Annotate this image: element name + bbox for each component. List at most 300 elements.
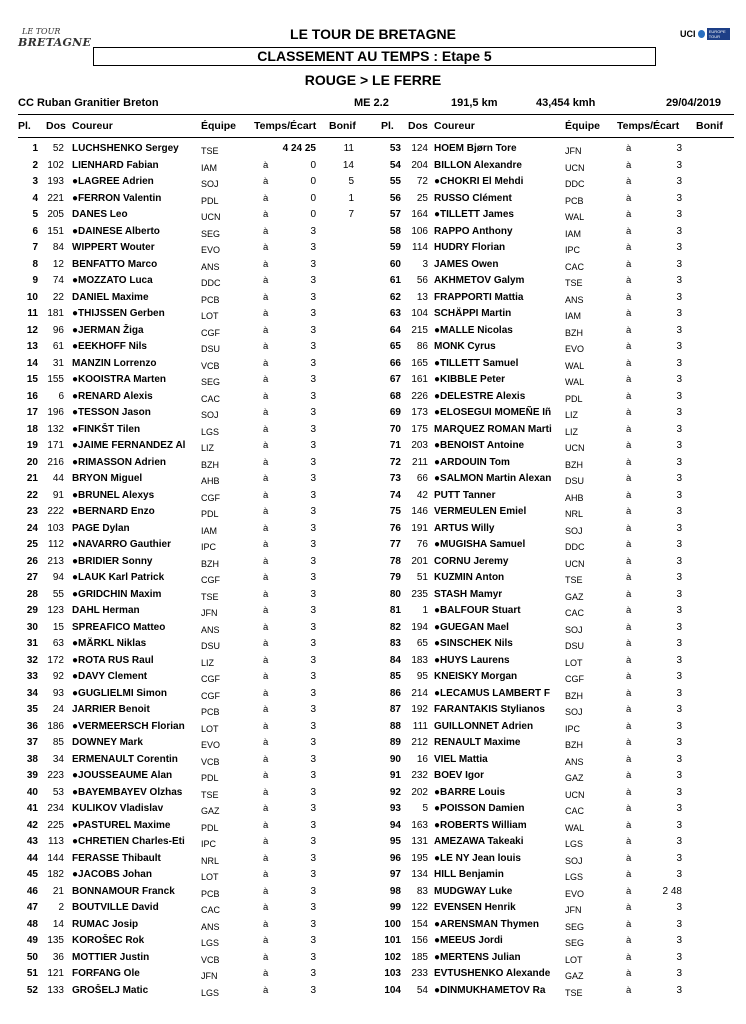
rider-name: DAHL Herman	[72, 605, 140, 616]
rider-name: ●SALMON Martin Alexan	[434, 473, 552, 484]
time-gap: 3	[676, 737, 682, 748]
rank: 96	[389, 852, 401, 864]
rider-name: EVENSEN Henrik	[434, 902, 516, 913]
rider-name: HOEM Bjørn Tore	[434, 143, 517, 154]
table-row	[0, 654, 746, 670]
rider-name: MUDGWAY Luke	[434, 885, 513, 897]
gap-prefix: à	[626, 242, 632, 253]
team-code: EVO	[201, 740, 221, 750]
bib-number: 53	[52, 786, 64, 798]
gap-prefix: à	[626, 440, 632, 451]
table-row	[0, 175, 746, 191]
team-code: SOJ	[201, 410, 219, 420]
bib-number: 213	[47, 555, 64, 567]
rank: 83	[389, 638, 401, 649]
rider-name: ●LAUK Karl Patrick	[72, 572, 165, 583]
rider-name: ●CHOKRI El Mehdi	[434, 176, 524, 187]
logo-line-1: LE TOUR	[22, 27, 61, 36]
team-code: PDL	[201, 773, 219, 783]
rank: 57	[389, 209, 401, 220]
table-row	[0, 901, 746, 917]
team-code: DSU	[201, 641, 221, 651]
team-code: IPC	[201, 542, 217, 552]
gap-prefix: à	[626, 786, 632, 798]
gap-prefix: à	[626, 506, 632, 517]
rank: 101	[384, 935, 401, 946]
rider-name: ●KOOISTRA Marten	[72, 374, 167, 385]
col-time-right: Temps/Écart	[617, 120, 680, 132]
team-code: CGF	[201, 674, 220, 684]
bonus-seconds: 11	[343, 143, 354, 154]
team-code: SEG	[201, 377, 221, 387]
time-gap: 3	[676, 869, 682, 880]
team-code: PDL	[201, 195, 219, 206]
bib-number: 104	[411, 308, 428, 319]
rider-name: ●TESSON Jason	[72, 407, 151, 418]
rank: 5	[32, 209, 38, 220]
rank: 63	[389, 308, 401, 319]
bib-number: 93	[52, 687, 64, 699]
time-gap: 3	[310, 918, 316, 930]
rank: 33	[26, 671, 38, 682]
table-row	[0, 340, 746, 356]
rank: 71	[389, 440, 401, 451]
gap-prefix: à	[263, 654, 269, 666]
bib-number: 92	[52, 671, 64, 682]
team-code: PDL	[565, 393, 583, 404]
team-code: DSU	[565, 476, 585, 486]
rank: 53	[389, 143, 401, 154]
team-code: WAL	[565, 377, 585, 387]
rank: 28	[26, 588, 38, 600]
bib-number: 13	[416, 291, 428, 303]
rider-name: ●DINMUKHAMETOV Ra	[434, 984, 546, 996]
rider-name: BOEV Igor	[434, 770, 485, 781]
gap-prefix: à	[263, 242, 269, 253]
time-gap: 3	[676, 489, 682, 501]
time-gap: 3	[310, 638, 316, 649]
table-row	[0, 819, 746, 835]
rank: 52	[26, 984, 38, 996]
gap-prefix: à	[263, 324, 269, 336]
rank: 62	[389, 291, 401, 303]
gap-prefix: à	[626, 869, 632, 880]
time-gap: 3	[310, 770, 316, 781]
team-code: LIZ	[201, 443, 215, 453]
table-row	[0, 505, 746, 521]
rank: 38	[26, 753, 38, 765]
team-code: PDL	[201, 822, 219, 833]
bib-number: 233	[411, 968, 428, 979]
time-gap: 3	[676, 324, 682, 336]
time-gap: 3	[676, 704, 682, 715]
time-gap: 3	[676, 671, 682, 682]
gap-prefix: à	[263, 687, 269, 699]
table-row	[0, 159, 746, 175]
rider-name: ●EEKHOFF Nils	[72, 341, 147, 352]
team-code: LOT	[565, 954, 583, 965]
time-gap: 3	[310, 902, 316, 913]
rank: 87	[389, 704, 401, 715]
gap-prefix: à	[263, 588, 269, 600]
gap-prefix: à	[626, 753, 632, 765]
team-code: LOT	[201, 311, 219, 321]
gap-prefix: à	[263, 473, 269, 484]
uci-badge: EUROPE TOUR	[707, 28, 730, 40]
table-row	[0, 456, 746, 472]
gap-prefix: à	[263, 803, 269, 814]
rank: 17	[26, 407, 38, 418]
table-row	[0, 258, 746, 274]
bib-number: 201	[411, 555, 428, 567]
team-code: JFN	[565, 905, 582, 915]
rider-name: CORNU Jeremy	[434, 555, 509, 567]
time-gap: 3	[310, 324, 316, 336]
team-code: SEG	[565, 921, 585, 932]
time-gap: 3	[676, 803, 682, 814]
rank: 72	[389, 456, 401, 468]
bib-number: 121	[47, 968, 64, 979]
gap-prefix: à	[263, 539, 269, 550]
team-code: IAM	[201, 525, 218, 536]
rider-name: ●RENARD Alexis	[72, 390, 153, 402]
table-row	[0, 439, 746, 455]
table-row	[0, 390, 746, 406]
gap-prefix: à	[263, 159, 269, 171]
gap-prefix: à	[263, 275, 269, 286]
time-gap: 3	[310, 522, 316, 534]
rider-name: ●MOZZATO Luca	[72, 275, 153, 286]
gap-prefix: à	[263, 852, 269, 864]
bib-number: 226	[411, 390, 428, 402]
rider-name: ●BARRE Louis	[434, 786, 506, 798]
rank: 15	[26, 374, 38, 385]
bib-number: 151	[47, 225, 64, 237]
time-gap: 3	[676, 819, 682, 831]
table-row	[0, 621, 746, 637]
team-code: IAM	[565, 311, 582, 321]
gap-prefix: à	[263, 390, 269, 402]
team-code: TSE	[201, 789, 219, 800]
time-gap: 0	[310, 176, 316, 187]
bib-number: 223	[47, 770, 64, 781]
team-code: VCB	[201, 954, 220, 965]
time-gap: 3	[310, 984, 316, 996]
gap-prefix: à	[263, 918, 269, 930]
col-rider-right: Coureur	[434, 120, 475, 132]
bib-number: 161	[411, 374, 428, 385]
bib-number: 76	[416, 539, 428, 550]
bonus-seconds: 5	[348, 176, 354, 187]
time-gap: 3	[310, 951, 316, 963]
time-gap: 0	[310, 159, 316, 171]
time-gap: 3	[310, 786, 316, 798]
table-row	[0, 357, 746, 373]
rider-name: ●ELOSEGUI MOMEÑE Iñ	[434, 407, 552, 418]
gap-prefix: à	[626, 902, 632, 913]
team-code: IAM	[201, 162, 218, 173]
bib-number: 51	[416, 572, 428, 583]
gap-prefix: à	[626, 473, 632, 484]
team-code: ANS	[565, 294, 584, 305]
time-gap: 3	[310, 489, 316, 501]
team-code: TSE	[565, 575, 583, 585]
rider-name: ●ROTA RUS Raul	[72, 654, 154, 666]
time-gap: 4 24 25	[282, 143, 316, 154]
time-gap: 3	[310, 390, 316, 402]
rank: 49	[26, 935, 38, 946]
team-code: TSE	[201, 146, 219, 156]
gap-prefix: à	[263, 341, 269, 352]
gap-prefix: à	[263, 902, 269, 913]
time-gap: 3	[676, 654, 682, 666]
gap-prefix: à	[263, 704, 269, 715]
gap-prefix: à	[263, 737, 269, 748]
rank: 31	[26, 638, 38, 649]
rider-name: FERASSE Thibault	[72, 852, 161, 864]
time-gap: 3	[676, 159, 682, 171]
rank: 21	[26, 473, 38, 484]
gap-prefix: à	[263, 192, 269, 204]
team-code: SOJ	[201, 179, 219, 189]
divider-header	[18, 137, 734, 138]
time-gap: 3	[310, 819, 316, 831]
rank: 23	[26, 506, 38, 517]
time-gap: 3	[676, 605, 682, 616]
bib-number: 232	[411, 770, 428, 781]
rider-name: ●GUGLIELMI Simon	[72, 687, 167, 699]
rank: 74	[389, 489, 401, 501]
rider-name: ●FINKŠT Tilen	[72, 423, 141, 435]
bib-number: 133	[47, 984, 64, 996]
time-gap: 3	[310, 242, 316, 253]
gap-prefix: à	[263, 407, 269, 418]
rider-name: VERMEULEN Emiel	[434, 506, 527, 517]
team-code: LGS	[201, 938, 220, 948]
bib-number: 195	[411, 852, 428, 864]
rider-name: MOTTIER Justin	[72, 951, 150, 963]
team-code: LGS	[201, 426, 220, 437]
team-code: LGS	[201, 987, 220, 998]
table-row	[0, 670, 746, 686]
rider-name: BENFATTO Marco	[72, 258, 158, 270]
rank: 93	[389, 803, 401, 814]
bib-number: 146	[411, 506, 428, 517]
gap-prefix: à	[263, 258, 269, 270]
rider-name: LUCHSHENKO Sergey	[72, 143, 179, 154]
rank: 6	[32, 225, 38, 237]
bib-number: 103	[47, 522, 64, 534]
table-row	[0, 769, 746, 785]
team-code: PDL	[201, 509, 219, 519]
rank: 44	[26, 852, 38, 864]
rank: 70	[389, 423, 401, 435]
rank: 92	[389, 786, 401, 798]
rider-name: VIEL Mattia	[434, 753, 488, 765]
gap-prefix: à	[263, 522, 269, 534]
rank: 9	[32, 275, 38, 286]
time-gap: 3	[676, 687, 682, 699]
time-gap: 3	[310, 539, 316, 550]
table-row	[0, 208, 746, 224]
team-code: WAL	[565, 360, 585, 371]
gap-prefix: à	[626, 324, 632, 336]
gap-prefix: à	[626, 539, 632, 550]
rank: 14	[26, 357, 38, 369]
gap-prefix: à	[626, 588, 632, 600]
gap-prefix: à	[263, 638, 269, 649]
gap-prefix: à	[626, 720, 632, 732]
rank: 80	[389, 588, 401, 600]
gap-prefix: à	[626, 836, 632, 847]
bib-number: 12	[52, 258, 64, 270]
col-team-right: Équipe	[565, 120, 601, 132]
col-dos-right: Dos	[408, 120, 428, 132]
rider-name: KNEISKY Morgan	[434, 671, 518, 682]
time-gap: 3	[676, 242, 682, 253]
gap-prefix: à	[626, 209, 632, 220]
gap-prefix: à	[626, 819, 632, 831]
time-gap: 3	[676, 968, 682, 979]
rank: 54	[389, 159, 401, 171]
bib-number: 215	[411, 324, 428, 336]
team-code: IPC	[201, 839, 217, 849]
bib-number: 56	[416, 275, 428, 286]
time-gap: 3	[676, 621, 682, 633]
table-row	[0, 571, 746, 587]
table-row	[0, 753, 746, 769]
time-gap: 3	[310, 423, 316, 435]
rider-name: JARRIER Benoit	[72, 704, 150, 715]
time-gap: 3	[310, 654, 316, 666]
rider-name: GUILLONNET Adrien	[434, 720, 534, 732]
team-code: LGS	[565, 839, 584, 849]
table-row	[0, 736, 746, 752]
gap-prefix: à	[626, 803, 632, 814]
team-code: TSE	[565, 987, 583, 998]
time-gap: 3	[676, 638, 682, 649]
rank: 67	[389, 374, 401, 385]
gap-prefix: à	[626, 423, 632, 435]
time-gap: 3	[676, 918, 682, 930]
gap-prefix: à	[626, 374, 632, 385]
rider-name: FORFANG Ole	[72, 968, 140, 979]
bib-number: 95	[416, 671, 428, 682]
rank: 82	[389, 621, 401, 633]
gap-prefix: à	[626, 308, 632, 319]
table-row	[0, 852, 746, 868]
bib-number: 202	[411, 786, 428, 798]
rider-name: ●SINSCHEK Nils	[434, 638, 513, 649]
rank: 24	[26, 522, 38, 534]
rank: 103	[384, 968, 401, 979]
team-code: ANS	[201, 624, 220, 635]
bib-number: 61	[52, 341, 64, 352]
gap-prefix: à	[626, 390, 632, 402]
col-pl-right: Pl.	[381, 120, 394, 132]
bib-number: 85	[52, 737, 64, 748]
rank: 29	[26, 605, 38, 616]
rank: 58	[389, 225, 401, 237]
bib-number: 42	[416, 489, 428, 501]
team-code: PCB	[201, 294, 220, 305]
rank: 91	[389, 770, 401, 781]
gap-prefix: à	[626, 704, 632, 715]
table-row	[0, 192, 746, 208]
rider-name: ●RIMASSON Adrien	[72, 456, 167, 468]
bib-number: 112	[48, 539, 64, 550]
time-gap: 3	[676, 456, 682, 468]
gap-prefix: à	[263, 308, 269, 319]
rank: 1	[32, 143, 38, 154]
rider-name: MANZIN Lorrenzo	[72, 357, 157, 369]
col-bonif-right: Bonif	[696, 120, 723, 132]
table-row	[0, 274, 746, 290]
bib-number: 84	[52, 242, 64, 253]
table-row	[0, 687, 746, 703]
stage-route: ROUGE > LE FERRE	[304, 72, 442, 88]
time-gap: 3	[676, 390, 682, 402]
bib-number: 36	[52, 951, 64, 963]
bib-number: 2	[58, 902, 64, 913]
table-row	[0, 522, 746, 538]
rank: 40	[26, 786, 38, 798]
bib-number: 172	[47, 654, 64, 666]
gap-prefix: à	[263, 885, 269, 897]
rider-name: ●TILLETT Samuel	[434, 357, 519, 369]
time-gap: 0	[310, 192, 316, 204]
rank: 100	[384, 918, 401, 930]
rank: 47	[26, 902, 38, 913]
time-gap: 2 48	[662, 885, 682, 897]
team-code: EVO	[565, 888, 585, 899]
rank: 102	[384, 951, 401, 963]
team-code: EVO	[201, 245, 221, 255]
gap-prefix: à	[626, 654, 632, 666]
rider-name: ●JOUSSEAUME Alan	[72, 770, 173, 781]
gap-prefix: à	[263, 374, 269, 385]
table-row	[0, 291, 746, 307]
rank: 104	[384, 984, 401, 996]
team-code: UCN	[565, 558, 585, 569]
bib-number: 52	[52, 143, 64, 154]
rider-name: HILL Benjamin	[434, 869, 504, 880]
rider-name: ●LE NY Jean louis	[434, 852, 521, 864]
table-row	[0, 588, 746, 604]
rank: 81	[389, 605, 401, 616]
rider-name: ●HUYS Laurens	[434, 654, 510, 666]
rider-name: EVTUSHENKO Alexande	[434, 968, 551, 979]
gap-prefix: à	[626, 852, 632, 864]
table-row	[0, 967, 746, 983]
table-row	[0, 720, 746, 736]
team-code: UCN	[565, 162, 585, 173]
gap-prefix: à	[626, 935, 632, 946]
time-gap: 3	[310, 572, 316, 583]
rider-name: ●TILLETT James	[434, 209, 514, 220]
team-code: BZH	[565, 740, 583, 750]
time-gap: 3	[310, 687, 316, 699]
rider-name: ●PASTUREL Maxime	[72, 819, 171, 831]
bib-number: 165	[411, 357, 428, 369]
gap-prefix: à	[263, 671, 269, 682]
rider-name: KUZMIN Anton	[434, 572, 505, 583]
bib-number: 194	[411, 621, 428, 633]
time-gap: 3	[310, 935, 316, 946]
rider-name: LIENHARD Fabian	[72, 159, 159, 171]
bib-number: 134	[411, 869, 428, 880]
gap-prefix: à	[626, 918, 632, 930]
